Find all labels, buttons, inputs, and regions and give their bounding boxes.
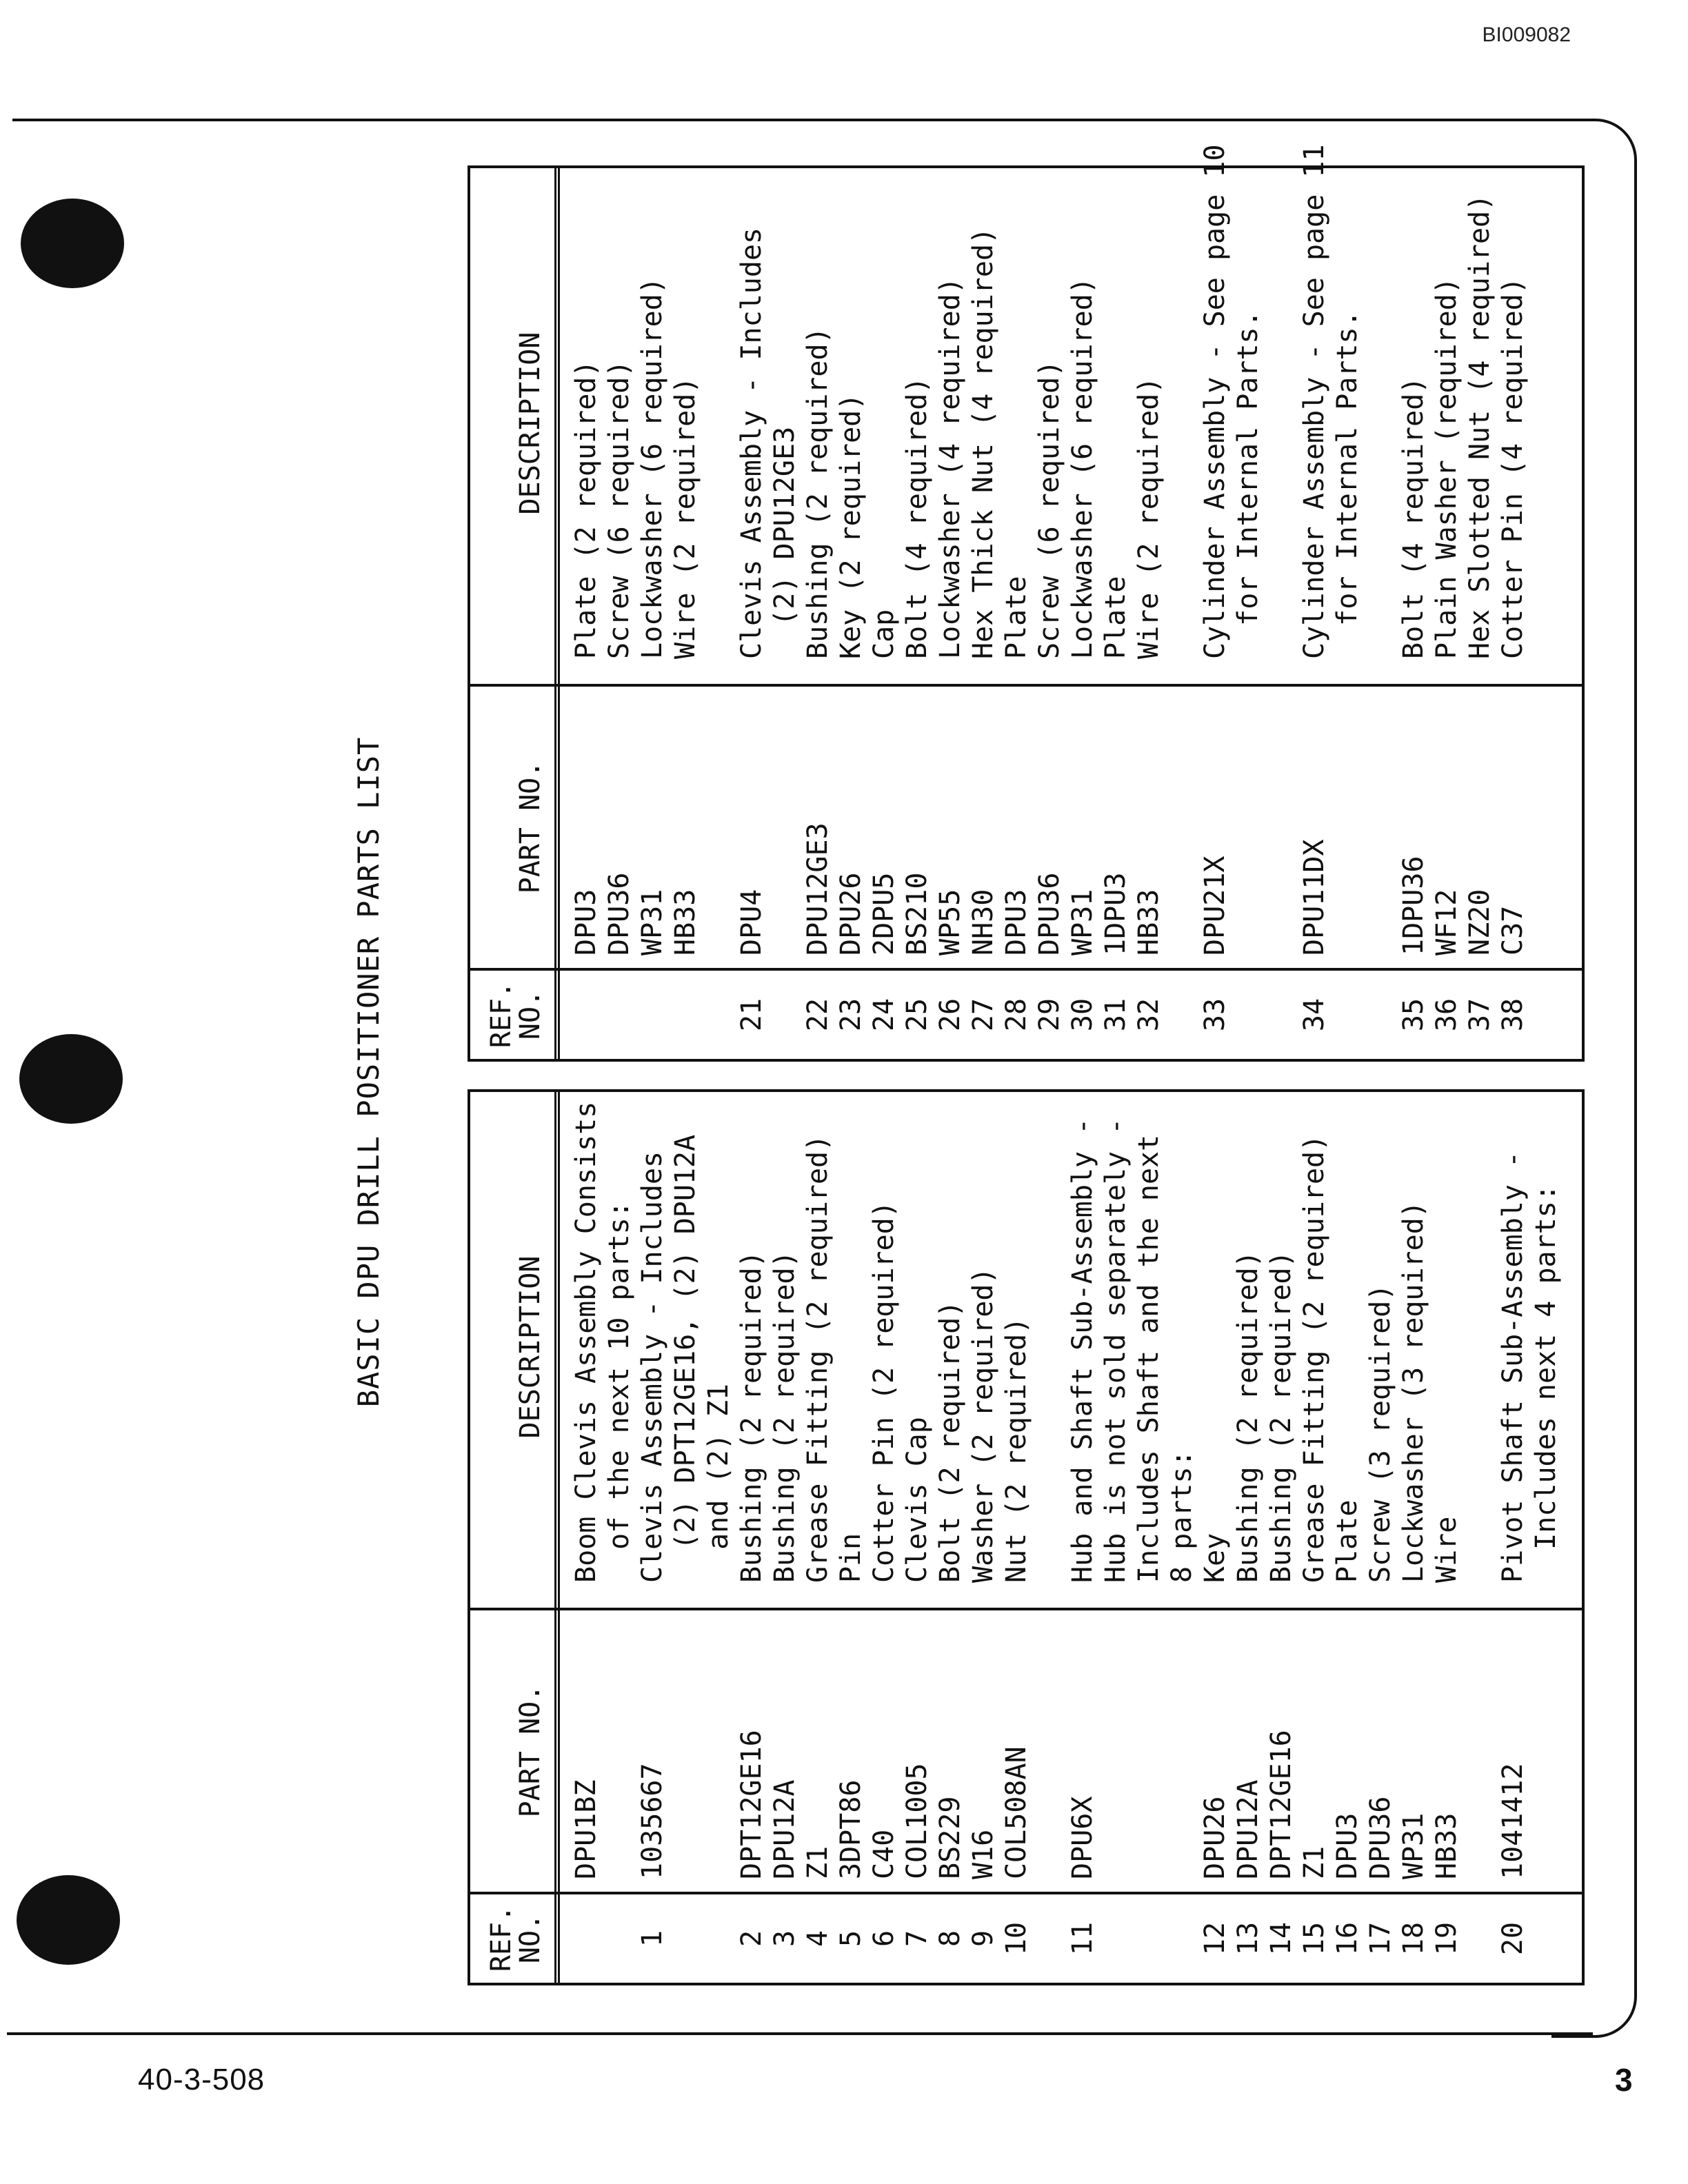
description-line: Cotter Pin (2 required) (868, 1201, 900, 1583)
table-row (1496, 1092, 1563, 1983)
part-description (1397, 1100, 1430, 1583)
ref-number: 8 (934, 1930, 966, 1948)
header-description: DESCRIPTION (514, 1255, 546, 1439)
part-description (934, 1100, 967, 1583)
part-description (801, 176, 834, 659)
ref-number: 21 (736, 998, 767, 1032)
parts-table-right (468, 144, 1585, 1062)
part-number: COL508AN (1001, 1746, 1032, 1879)
part-description (801, 1100, 834, 1583)
table-row (934, 168, 967, 1059)
binder-hole-bottom (17, 1875, 120, 1965)
ref-number: 35 (1398, 998, 1429, 1032)
part-description (1364, 1100, 1397, 1583)
part-description (1265, 1100, 1298, 1583)
part-description (1066, 1100, 1198, 1583)
description-line: Clevis Cap (901, 1417, 933, 1583)
ref-number: 23 (835, 998, 867, 1032)
description-line: Lockwasher (6 required) (636, 277, 668, 659)
description-line: Bushing (2 required) (736, 1251, 767, 1583)
table-row (1000, 1092, 1033, 1983)
ref-number: 34 (1298, 998, 1330, 1032)
ref-number: 9 (967, 1930, 999, 1948)
table-row (834, 168, 867, 1059)
part-number: 3DPT86 (835, 1779, 867, 1879)
part-number: COL1005 (901, 1763, 933, 1879)
table-row (1397, 168, 1430, 1059)
description-line: and (2) Z1 (703, 1384, 734, 1583)
ref-number: 11 (1067, 1921, 1098, 1956)
ref-number: 18 (1398, 1921, 1429, 1956)
part-number: HB33 (1133, 889, 1165, 956)
description-line: Lockwasher (3 required) (1398, 1201, 1429, 1583)
description-line: Cap (868, 609, 900, 659)
description-line: Grease Fitting (2 required) (802, 1134, 834, 1583)
ref-number: 4 (802, 1930, 834, 1948)
part-number: HB33 (1431, 1812, 1463, 1879)
table-header (470, 168, 560, 1059)
ref-number: 36 (1431, 998, 1463, 1032)
ref-number: 27 (967, 998, 999, 1032)
part-number: NZ20 (1464, 889, 1496, 956)
part-description (1298, 144, 1364, 659)
description-line: Hub and Shaft Sub-Assembly - (1067, 1118, 1098, 1583)
header-part-no: PART NO. (514, 760, 546, 894)
description-line: for Internal Parts. (1332, 310, 1363, 659)
table-row (834, 1092, 867, 1983)
page-title: BASIC DPU DRILL POSITIONER PARTS LIST (352, 736, 385, 1408)
table-rows-left (570, 1092, 1563, 1983)
table-row (1000, 168, 1033, 1059)
description-line: Key (2 required) (835, 393, 867, 659)
part-description (967, 176, 1000, 659)
ref-number: 29 (1034, 998, 1065, 1032)
description-line: Lockwasher (4 required) (934, 277, 966, 659)
table-row (1397, 1092, 1430, 1983)
ref-number: 13 (1232, 1921, 1264, 1956)
part-description (1000, 176, 1033, 659)
description-line: Washer (2 required) (967, 1267, 999, 1583)
part-number: NH30 (967, 889, 999, 956)
table-row (1430, 1092, 1463, 1983)
part-number: DPT12GE16 (1265, 1730, 1297, 1879)
part-description (636, 176, 669, 659)
description-line: 8 parts: (1166, 1450, 1198, 1583)
part-description (603, 176, 636, 659)
part-description (1132, 176, 1165, 659)
part-number: Z1 (1298, 1846, 1330, 1879)
description-line: Plain Washer (required) (1431, 277, 1463, 659)
part-number: DPU26 (835, 872, 867, 956)
ref-number: 38 (1497, 998, 1529, 1032)
description-line: Bolt (4 required) (901, 376, 933, 659)
part-number: DPU3 (1332, 1812, 1363, 1879)
description-line: Plate (2 required) (570, 360, 602, 659)
ref-number: 30 (1067, 998, 1098, 1032)
part-description (834, 1100, 867, 1583)
binder-hole-top (21, 199, 124, 288)
part-description (1198, 144, 1265, 659)
part-number: WF12 (1431, 889, 1463, 956)
part-number: BS210 (901, 872, 933, 956)
part-description (1198, 1100, 1232, 1583)
part-number: DPU12GE3 (802, 822, 834, 956)
table-row (1496, 168, 1529, 1059)
ref-number: 28 (1001, 998, 1032, 1032)
table-row (768, 1092, 801, 1983)
table-row (867, 1092, 901, 1983)
description-line: Wire (1431, 1516, 1463, 1583)
ref-number: 37 (1464, 998, 1496, 1032)
description-line: Clevis Assembly - Includes (636, 1151, 668, 1583)
part-description (768, 1100, 801, 1583)
row-spacer (1165, 168, 1198, 1059)
description-line: Nut (2 required) (1001, 1317, 1032, 1583)
table-row (967, 168, 1000, 1059)
part-number: W16 (967, 1829, 999, 1879)
ref-number: 33 (1199, 998, 1231, 1032)
description-line: Includes next 4 parts: (1530, 1184, 1562, 1583)
part-description (901, 1100, 934, 1583)
description-line: Key (1199, 1533, 1231, 1583)
description-line: Cylinder Assembly - See page 10 (1199, 144, 1231, 659)
part-number: 1041412 (1497, 1763, 1529, 1879)
table-row (867, 168, 901, 1059)
part-number: BS229 (934, 1796, 966, 1879)
header-description: DESCRIPTION (514, 332, 546, 515)
table-row (1198, 144, 1265, 1059)
part-number: 1035667 (636, 1763, 668, 1879)
row-spacer (702, 168, 735, 1059)
part-description (1232, 1100, 1265, 1583)
table-row (636, 168, 669, 1059)
ref-number: 31 (1100, 998, 1132, 1032)
description-line: (2) DPU12GE3 (769, 426, 801, 659)
part-description (1496, 176, 1529, 659)
part-number: DPU26 (1199, 1796, 1231, 1879)
table-row (1099, 168, 1132, 1059)
ref-number: 22 (802, 998, 834, 1032)
part-number: DPU12A (769, 1779, 801, 1879)
ref-number: 14 (1265, 1921, 1297, 1956)
parts-table-left (468, 1089, 1585, 1985)
part-number: DPU6X (1067, 1796, 1098, 1879)
table-row (1331, 1092, 1364, 1983)
table-row (1066, 1092, 1198, 1983)
part-description (834, 176, 867, 659)
row-spacer (1364, 168, 1397, 1059)
part-number: DPU1BZ (570, 1779, 602, 1879)
part-description (1397, 176, 1430, 659)
part-number: WP55 (934, 889, 966, 956)
part-number: 1DPU36 (1398, 856, 1429, 956)
part-description (1496, 1100, 1563, 1583)
part-description (1298, 1100, 1331, 1583)
part-number: WP31 (636, 889, 668, 956)
description-line: Pivot Shaft Sub-Assembly - (1497, 1151, 1529, 1583)
table-header (470, 1092, 560, 1983)
document-id: BI009082 (1482, 23, 1571, 46)
row-spacer (1033, 1092, 1066, 1983)
part-description (735, 176, 801, 659)
table-row (1265, 1092, 1298, 1983)
part-description (1430, 1100, 1463, 1583)
ref-number: 32 (1133, 998, 1165, 1032)
table-row (801, 1092, 834, 1983)
part-description (867, 1100, 901, 1583)
row-spacer (1463, 1092, 1496, 1983)
part-number: DPU12A (1232, 1779, 1264, 1879)
part-description (967, 1100, 1000, 1583)
ref-number: 17 (1365, 1921, 1396, 1956)
description-line: Hex Thick Nut (4 required) (967, 227, 999, 659)
description-line: Bushing (2 required) (1232, 1251, 1264, 1583)
description-line: Cylinder Assembly - See page 11 (1298, 144, 1330, 659)
table-row (570, 1092, 636, 1983)
description-line: Bolt (4 required) (1398, 376, 1429, 659)
part-number: Z1 (802, 1846, 834, 1879)
ref-number: 24 (868, 998, 900, 1032)
part-number: 1DPU3 (1100, 872, 1132, 956)
table-row (1364, 1092, 1397, 1983)
page-frame-top (12, 119, 1579, 121)
part-description (1033, 176, 1066, 659)
part-description (636, 1100, 735, 1583)
table-row (1232, 1092, 1265, 1983)
description-line: Lockwasher (6 required) (1067, 277, 1098, 659)
row-spacer (1265, 168, 1298, 1059)
part-description (1066, 176, 1099, 659)
part-description (934, 176, 967, 659)
part-number: DPU36 (1365, 1796, 1396, 1879)
description-line: Clevis Assembly - Includes (736, 227, 767, 659)
table-row (636, 1092, 735, 1983)
part-number: DPU11DX (1298, 839, 1330, 956)
header-part-no: PART NO. (514, 1684, 546, 1818)
ref-number: 25 (901, 998, 933, 1032)
part-description (901, 176, 934, 659)
table-row (1298, 144, 1364, 1059)
description-line: Screw (6 required) (1034, 360, 1065, 659)
table-row (669, 168, 702, 1059)
part-number: DPU4 (736, 889, 767, 956)
description-line: Hex Slotted Nut (4 required) (1464, 194, 1496, 659)
description-line: Screw (6 required) (603, 360, 635, 659)
part-number: WP31 (1398, 1812, 1429, 1879)
table-row (603, 168, 636, 1059)
table-row (1132, 168, 1165, 1059)
part-description (570, 1100, 636, 1583)
description-line: (2) DPT12GE16, (2) DPU12A (670, 1134, 701, 1583)
header-ref: REF. NO. (485, 981, 546, 1049)
description-line: Bushing (2 required) (802, 327, 834, 659)
binder-hole-middle (19, 1034, 123, 1124)
table-row (570, 168, 603, 1059)
description-line: Boom Clevis Assembly Consists (570, 1101, 602, 1583)
part-number: WP31 (1067, 889, 1098, 956)
description-line: Pin (835, 1533, 867, 1583)
ref-number: 3 (769, 1930, 801, 1948)
ref-number: 20 (1497, 1921, 1529, 1956)
page-frame-bottom (7, 2032, 1593, 2035)
description-line: Grease Fitting (2 required) (1298, 1134, 1330, 1583)
table-row (1463, 168, 1496, 1059)
description-line: for Internal Parts. (1232, 310, 1264, 659)
ref-number: 16 (1332, 1921, 1363, 1956)
table-row (967, 1092, 1000, 1983)
table-row (901, 1092, 934, 1983)
ref-number: 2 (736, 1930, 767, 1948)
description-line: Plate (1100, 576, 1132, 659)
ref-number: 26 (934, 998, 966, 1032)
description-line: Bolt (2 required) (934, 1300, 966, 1583)
description-line: Bushing (2 required) (1265, 1251, 1297, 1583)
ref-number: 12 (1199, 1921, 1231, 1956)
ref-number: 10 (1001, 1921, 1032, 1956)
description-line: Wire (2 required) (670, 376, 701, 659)
part-description (735, 1100, 768, 1583)
description-line: Includes Shaft and the next (1133, 1134, 1165, 1583)
part-number: DPU36 (1034, 872, 1065, 956)
ref-number: 15 (1298, 1921, 1330, 1956)
table-row (735, 168, 801, 1059)
ref-number: 6 (868, 1930, 900, 1948)
table-row (1066, 168, 1099, 1059)
description-line: Cotter Pin (4 required) (1497, 277, 1529, 659)
description-line: Plate (1001, 576, 1032, 659)
description-line: Hub is not sold separately - (1100, 1118, 1132, 1583)
table-row (735, 1092, 768, 1983)
part-number: DPU36 (603, 872, 635, 956)
manual-number: 40-3-508 (138, 2063, 265, 2096)
table-row (1298, 1092, 1331, 1983)
page-number: 3 (1615, 2062, 1633, 2098)
ref-number: 5 (835, 1930, 867, 1948)
part-number: HB33 (670, 889, 701, 956)
part-number: C37 (1497, 905, 1529, 956)
ref-number: 19 (1431, 1921, 1463, 1956)
rotated-parts-list (352, 144, 1586, 1985)
table-row (901, 168, 934, 1059)
header-ref: REF. NO. (485, 1905, 546, 1972)
part-description (1463, 176, 1496, 659)
table-rows-right (570, 144, 1529, 1059)
part-number: DPU21X (1199, 856, 1231, 956)
part-description (570, 176, 603, 659)
part-description (1430, 176, 1463, 659)
description-line: Screw (3 required) (1365, 1284, 1396, 1583)
part-number: C40 (868, 1829, 900, 1879)
part-description (669, 176, 702, 659)
part-number: DPT12GE16 (736, 1730, 767, 1879)
table-row (1430, 168, 1463, 1059)
part-number: DPU3 (1001, 889, 1032, 956)
part-number: DPU3 (570, 889, 602, 956)
part-description (1331, 1100, 1364, 1583)
part-number: 2DPU5 (868, 872, 900, 956)
part-description (867, 176, 901, 659)
description-line: Wire (2 required) (1133, 376, 1165, 659)
ref-number: 1 (636, 1930, 668, 1948)
part-description (1000, 1100, 1033, 1583)
ref-number: 7 (901, 1930, 933, 1948)
description-line: Plate (1332, 1499, 1363, 1583)
description-line: Bushing (2 required) (769, 1251, 801, 1583)
table-row (801, 168, 834, 1059)
part-description (1099, 176, 1132, 659)
table-row (1198, 1092, 1232, 1983)
table-row (1033, 168, 1066, 1059)
table-row (934, 1092, 967, 1983)
description-line: of the next 10 parts: (603, 1201, 635, 1583)
